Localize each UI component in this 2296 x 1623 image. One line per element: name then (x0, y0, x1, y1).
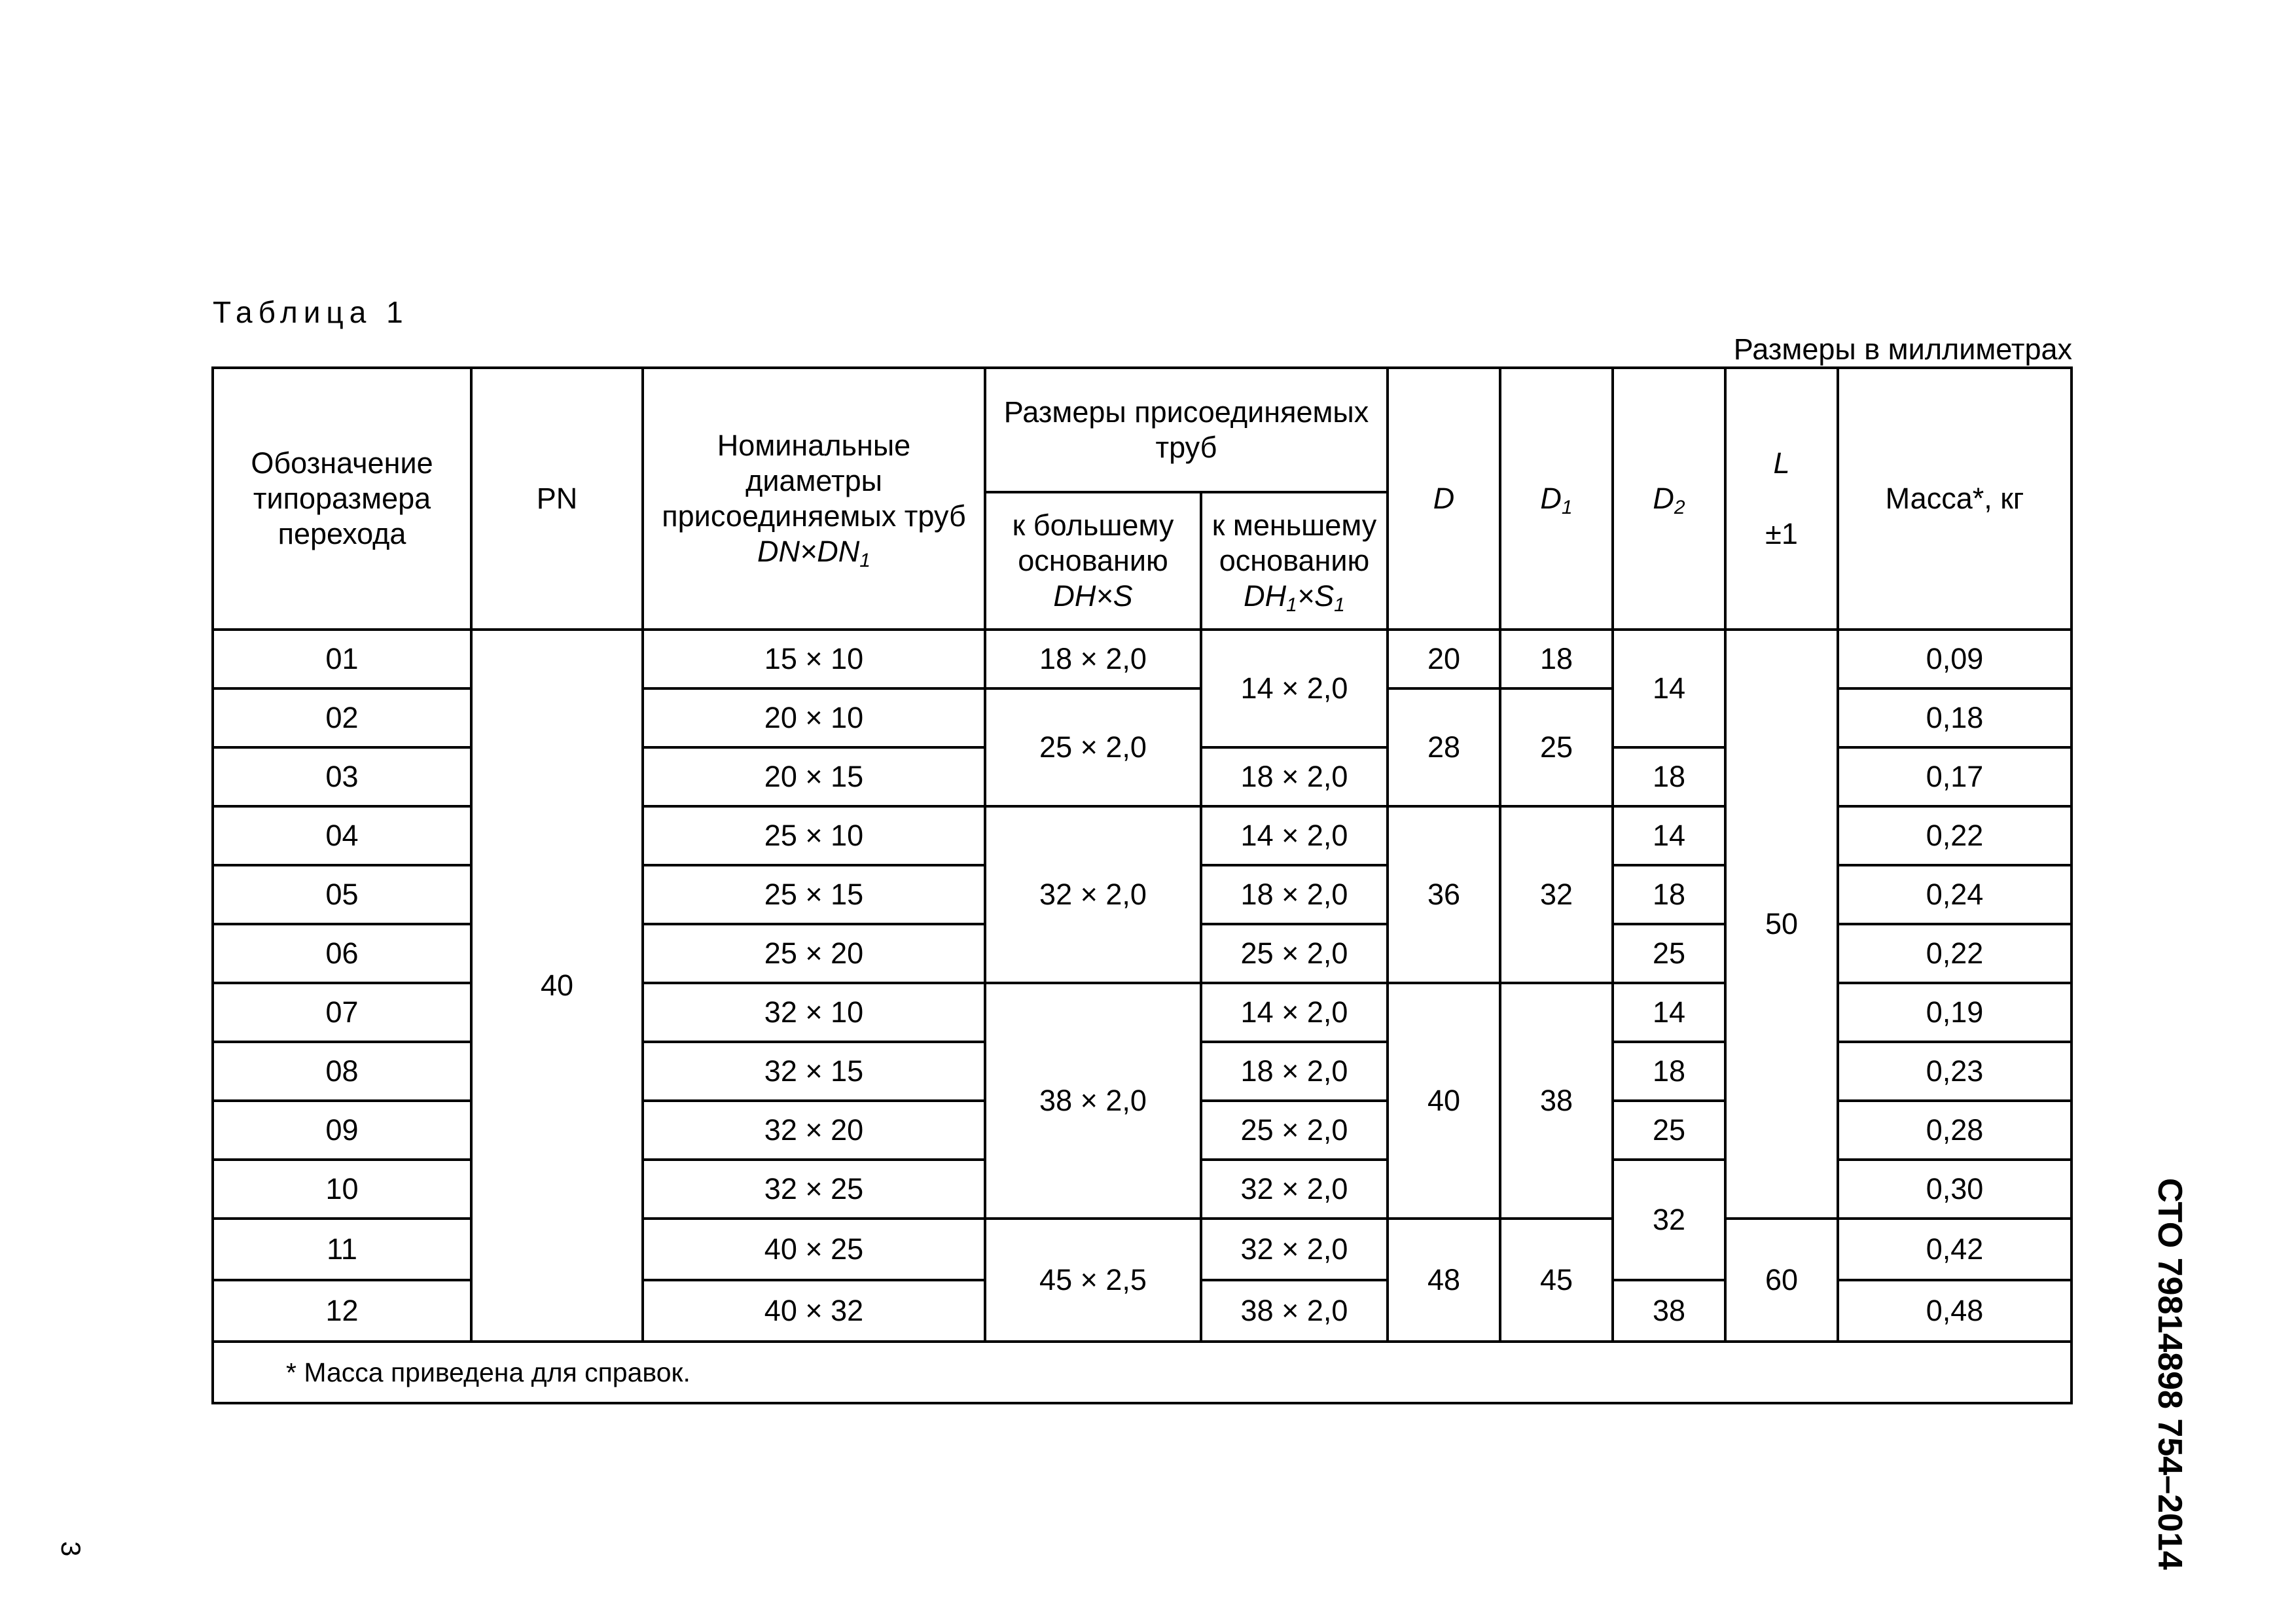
cell-dn: 15 × 10 (643, 630, 985, 688)
cell-dn: 40 × 25 (643, 1219, 985, 1280)
cell-mass: 0,23 (1838, 1042, 2072, 1101)
cell-D: 40 (1388, 983, 1500, 1219)
cell-large: 45 × 2,5 (985, 1219, 1201, 1342)
cell-designation: 09 (213, 1101, 471, 1160)
header-D: D (1388, 368, 1500, 630)
cell-designation: 04 (213, 806, 471, 865)
cell-small: 32 × 2,0 (1201, 1160, 1388, 1219)
page-number: 3 (56, 1541, 86, 1557)
cell-small: 25 × 2,0 (1201, 1101, 1388, 1160)
cell-small: 18 × 2,0 (1201, 747, 1388, 806)
cell-dn: 32 × 10 (643, 983, 985, 1042)
cell-L: 50 (1725, 630, 1838, 1219)
header-D2: $D_2$ (1613, 368, 1725, 630)
cell-designation: 07 (213, 983, 471, 1042)
header-larger-formula: DН×S (1053, 579, 1133, 613)
cell-D2: 18 (1613, 747, 1725, 806)
header-L (1725, 368, 1838, 630)
cell-small: 14 × 2,0 (1201, 630, 1388, 747)
cell-small: 32 × 2,0 (1201, 1219, 1388, 1280)
cell-large: 32 × 2,0 (985, 806, 1201, 983)
footnote: * Масса приведена для справок. (213, 1342, 2072, 1403)
cell-D2: 14 (1613, 983, 1725, 1042)
header-pipe-sizes: Размеры присоединяемых труб (985, 368, 1388, 492)
table-row (213, 630, 2072, 688)
cell-D1: 45 (1500, 1219, 1613, 1342)
cell-designation: 02 (213, 688, 471, 747)
cell-mass: 0,48 (1838, 1280, 2072, 1342)
header-nominal-formula: $DN\times DN_1$ (757, 535, 870, 571)
cell-dn: 25 × 10 (643, 806, 985, 865)
cell-mass: 0,28 (1838, 1101, 2072, 1160)
header-nominal-text: Номинальные диаметры присоединяемых труб (662, 429, 966, 533)
cell-mass: 0,17 (1838, 747, 2072, 806)
cell-L: 60 (1725, 1219, 1838, 1342)
cell-designation: 10 (213, 1160, 471, 1219)
cell-small: 18 × 2,0 (1201, 1042, 1388, 1101)
cell-dn: 32 × 25 (643, 1160, 985, 1219)
units-note: Размеры в миллиметрах (1733, 332, 2072, 366)
cell-designation: 03 (213, 747, 471, 806)
header-smaller-formula: $DН_1\times S_1$ (1244, 579, 1345, 616)
cell-dn: 20 × 10 (643, 688, 985, 747)
cell-small: 14 × 2,0 (1201, 983, 1388, 1042)
cell-dn: 25 × 15 (643, 865, 985, 924)
cell-dn: 20 × 15 (643, 747, 985, 806)
cell-D: 48 (1388, 1219, 1500, 1342)
cell-mass: 0,42 (1838, 1219, 2072, 1280)
header-smaller-base: к меньшему основанию $DН_1\times S_1$ (1201, 492, 1388, 630)
cell-dn: 40 × 32 (643, 1280, 985, 1342)
cell-D: 20 (1388, 630, 1500, 688)
cell-D2: 25 (1613, 1101, 1725, 1160)
cell-large: 38 × 2,0 (985, 983, 1201, 1219)
header-designation: Обозначение типоразмера перехода (213, 368, 471, 630)
cell-dn: 25 × 20 (643, 924, 985, 983)
cell-D2: 18 (1613, 1042, 1725, 1101)
cell-D2: 38 (1613, 1280, 1725, 1342)
cell-designation: 01 (213, 630, 471, 688)
header-L-letter: L (1773, 446, 1790, 480)
cell-D1: 38 (1500, 983, 1613, 1219)
cell-small: 14 × 2,0 (1201, 806, 1388, 865)
cell-D1: 25 (1500, 688, 1613, 806)
cell-designation: 05 (213, 865, 471, 924)
cell-pn: 40 (471, 630, 643, 1342)
cell-mass: 0,30 (1838, 1160, 2072, 1219)
cell-D2: 25 (1613, 924, 1725, 983)
cell-mass: 0,09 (1838, 630, 2072, 688)
cell-small: 18 × 2,0 (1201, 865, 1388, 924)
cell-D: 28 (1388, 688, 1500, 806)
cell-designation: 11 (213, 1219, 471, 1280)
dimensions-table (211, 366, 2073, 1404)
document-id: СТО 79814898 754–2014 (2151, 1178, 2189, 1570)
header-L-tolerance: ±1 (1765, 517, 1798, 550)
table-caption: Таблица 1 (213, 295, 409, 329)
cell-mass: 0,19 (1838, 983, 2072, 1042)
cell-D1: 32 (1500, 806, 1613, 983)
cell-dn: 32 × 20 (643, 1101, 985, 1160)
header-pn: PN (471, 368, 643, 630)
header-larger-base: к большему основанию DН×S (985, 492, 1201, 630)
cell-large: 25 × 2,0 (985, 688, 1201, 806)
cell-D2: 14 (1613, 806, 1725, 865)
cell-D2: 18 (1613, 865, 1725, 924)
header-mass: Масса*, кг (1838, 368, 2072, 630)
header-nominal (643, 368, 985, 630)
cell-large: 18 × 2,0 (985, 630, 1201, 688)
cell-mass: 0,24 (1838, 865, 2072, 924)
cell-D2: 14 (1613, 630, 1725, 747)
cell-small: 25 × 2,0 (1201, 924, 1388, 983)
cell-D: 36 (1388, 806, 1500, 983)
cell-small: 38 × 2,0 (1201, 1280, 1388, 1342)
cell-dn: 32 × 15 (643, 1042, 985, 1101)
cell-D2: 32 (1613, 1160, 1725, 1280)
cell-designation: 12 (213, 1280, 471, 1342)
cell-D1: 18 (1500, 630, 1613, 688)
cell-mass: 0,22 (1838, 924, 2072, 983)
cell-mass: 0,18 (1838, 688, 2072, 747)
cell-designation: 08 (213, 1042, 471, 1101)
header-D1: $D_1$ (1500, 368, 1613, 630)
cell-designation: 06 (213, 924, 471, 983)
cell-mass: 0,22 (1838, 806, 2072, 865)
